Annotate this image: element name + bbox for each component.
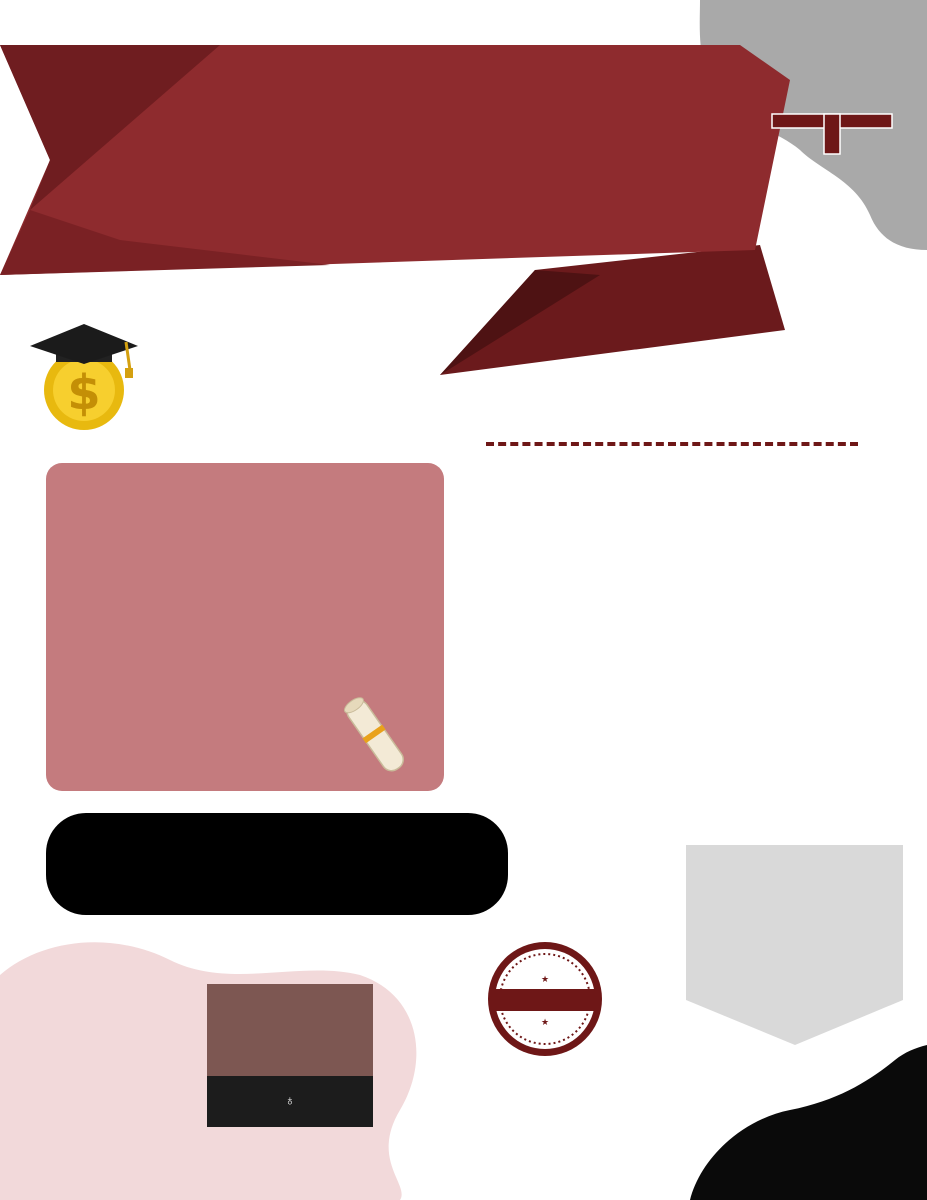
black-blob bbox=[690, 1045, 927, 1200]
act-divider bbox=[486, 442, 858, 446]
diploma-scroll-icon bbox=[336, 690, 416, 780]
ribbon-tail bbox=[440, 245, 785, 375]
certified-badge-icon bbox=[486, 940, 604, 1058]
graduation-cap-coin-icon bbox=[26, 312, 150, 440]
act-average-section bbox=[480, 590, 860, 602]
svg-text:★: ★ bbox=[540, 975, 550, 985]
grad-banner bbox=[686, 845, 903, 1045]
collegeboard-label bbox=[207, 1092, 373, 1108]
act-basic-section bbox=[480, 462, 860, 468]
school-logo bbox=[760, 110, 910, 215]
athletes-pill bbox=[46, 813, 508, 915]
acorn-icon: ♁ bbox=[284, 1092, 296, 1108]
svg-text:★: ★ bbox=[540, 1018, 550, 1028]
svg-text:$: $ bbox=[67, 365, 101, 421]
